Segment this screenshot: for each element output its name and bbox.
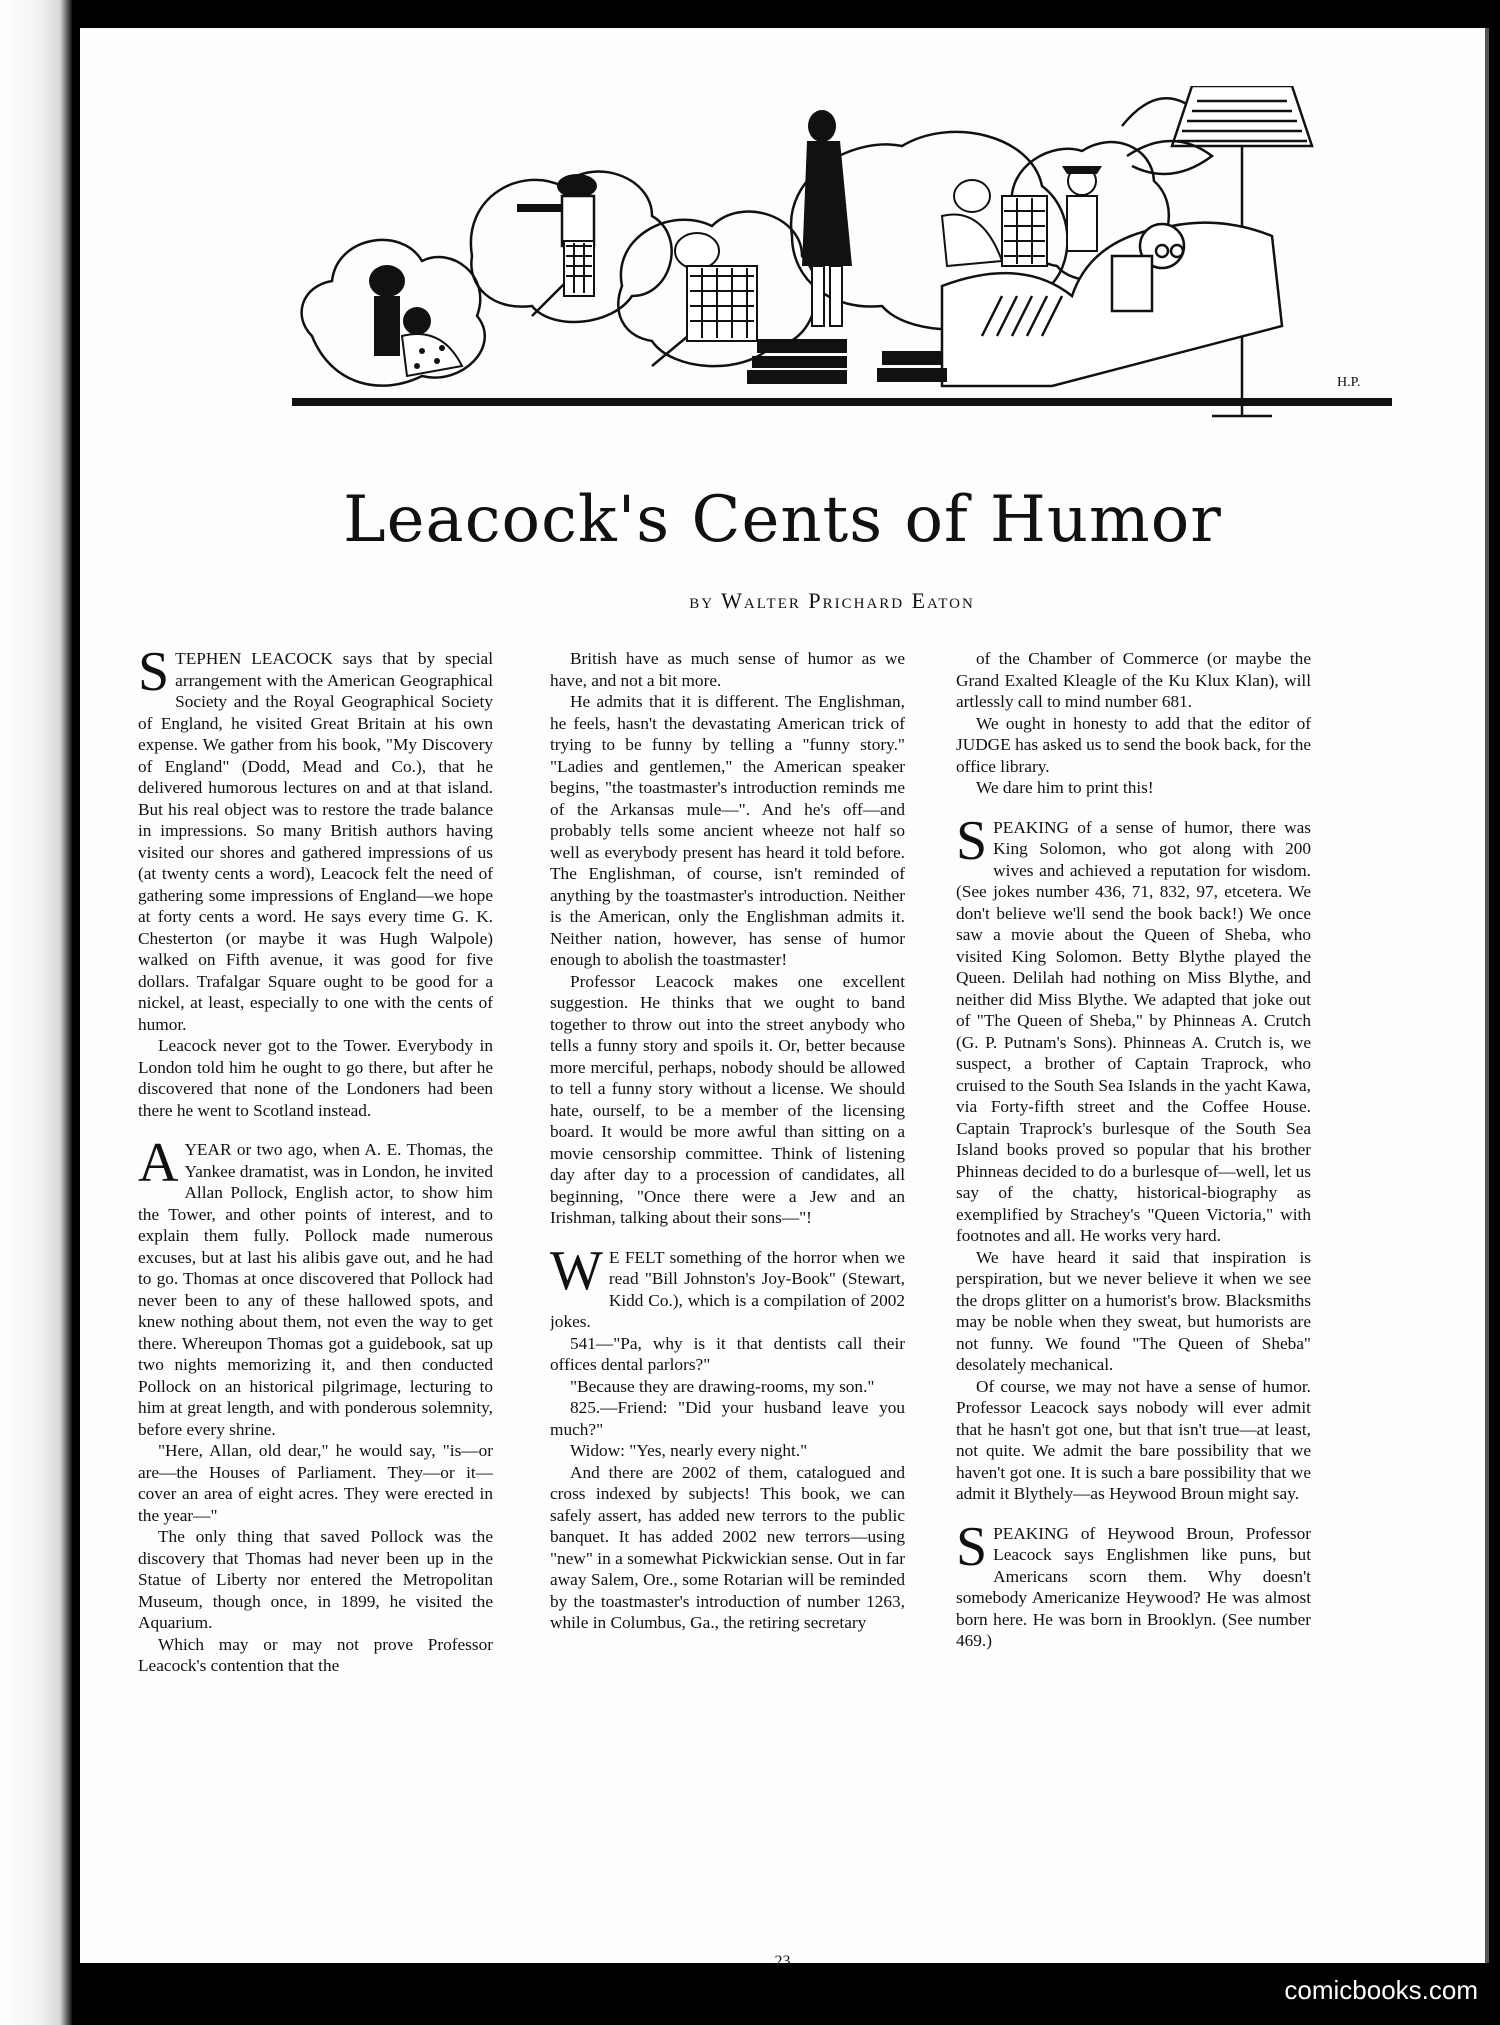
page-edge-shadow (1485, 28, 1489, 1963)
article-paragraph (138, 648, 493, 1035)
drop-cap: S (956, 809, 988, 872)
paragraph-text: 825.—Friend: "Did your husband leave you much?" (550, 1398, 905, 1439)
article-paragraph (956, 1376, 1311, 1505)
drop-cap: W (550, 1239, 603, 1302)
article-paragraph (956, 777, 1311, 799)
paragraph-text: "Because they are drawing-rooms, my son." (570, 1376, 875, 1396)
article-paragraph (550, 648, 905, 691)
paragraph-text: British have as much sense of humor as we have, and not a bit more. (550, 649, 905, 690)
article-paragraph (550, 1462, 905, 1634)
text-column-1 (138, 648, 493, 1898)
drop-cap: A (138, 1132, 179, 1194)
paragraph-text: PEAKING of Heywood Broun, Professor Leacock says Englishmen like puns, but Americans scorn them. Why doesn't somebody Americanize Heywood? He was almost born here. He was born in Brooklyn. (See number 469.) (956, 1523, 1311, 1650)
paragraph-text: We dare him to print this! (976, 778, 1154, 797)
paragraph-text: The only thing that saved Pollock was the discovery that Thomas had never been up in the Statue of Liberty nor entered the Metropolitan Museum, though once, in 1899, he visited the Aquarium. (138, 1527, 493, 1632)
article-paragraph (550, 1333, 905, 1376)
article-paragraph (550, 971, 905, 1229)
article-paragraph (138, 1526, 493, 1634)
paragraph-text: He admits that it is different. The Englishman, he feels, hasn't the devastating American trick of trying to be funny by telling a "funny story." "Ladies and gentlemen," the American speaker begins, "the toastmaster's introduction reminds me of the Arkansas mule—". And he's off—and probably tells some ancient wheeze not half so well as everybody present has heard it told before. The Englishman, of course, isn't reminded of anything by the toastmaster's introduction. Neither is the American, only the Englishman admits it. Neither nation, however, has sense of humor enough to abolish the toastmaster! (550, 692, 905, 969)
paragraph-text: Leacock never got to the Tower. Everybody in London told him he ought to go there, but after he discovered that none of the Londoners had been there he went to Scotland instead. (138, 1036, 493, 1120)
article-paragraph (550, 1376, 905, 1398)
article-paragraph (138, 1634, 493, 1677)
paragraph-text: Which may or may not prove Professor Leacock's contention that the (138, 1634, 493, 1675)
paragraph-text: PEAKING of a sense of humor, there was King Solomon, who got along with 200 wives and achieved a reputation for wisdom. (See jokes number 436, 71, 832, 97, etcetera. We don't believe we'll send the book back!) We once saw a movie about the Queen of Sheba, who visited King Solomon. Betty Blythe played the Queen. Delilah had nothing on Miss Blythe, and neither did Miss Blythe. We adapted that joke out of "The Queen of Sheba," by Phinneas A. Crutch (G. P. Putnam's Sons). Phinneas A. Crutch is, we suspect, a brother of Captain Traprock, who cruised to the South Sea Islands in the yacht Kawa, via Forty-fifth street and the Coffee House. Captain Traprock's burlesque of the South Sea Island books proved so popular that his brother Phinneas decided to do a burlesque of—well, let us say of the chatty, historical-biography as exemplified by Strachey's "Queen Victoria," with footnotes and all. He works very hard. (956, 817, 1311, 1245)
paragraph-text: Professor Leacock makes one excellent suggestion. He thinks that we ought to band together to throw out into the street anybody who tells a funny story and spoils it. Or, better because more merciful, perhaps, nobody should be allowed to tell a funny story without a license. We should hate, ourself, to be a member of the licensing board. It would be more awful than sitting on a movie censorship committee. Think of listening day after day to a procession of candidates, all beginning, "Once there were a Jew and an Irishman, talking about their sons—"! (550, 971, 905, 1227)
article-paragraph (956, 713, 1311, 778)
artist-signature: H.P. (1337, 375, 1361, 390)
source-watermark: comicbooks.com (1284, 1975, 1478, 2005)
text-column-2 (550, 648, 905, 1898)
article-title: Leacock's Cents of Humor (343, 483, 1222, 557)
text-column-3 (956, 648, 1311, 1898)
paragraph-text: "Here, Allan, old dear," he would say, "is—or are—the Houses of Parliament. They—or it—cover an area of eight acres. They were erected in the year—" (138, 1441, 493, 1525)
article-paragraph (138, 1035, 493, 1121)
adjacent-page-edge (0, 0, 72, 2025)
paragraph-text: And there are 2002 of them, catalogued and cross indexed by subjects! This book, we can safely assert, has added new terrors to the public banquet. It has added 2002 new terrors—using "new" in a somewhat Pickwickian sense. Out in far away Salem, Ore., some Rotarian will be reminded by the toastmaster's introduction of number 1263, while in Columbus, Ga., the retiring secretary (550, 1462, 905, 1632)
article-paragraph (550, 1239, 905, 1333)
article-paragraph (550, 1397, 905, 1440)
article-paragraph (550, 691, 905, 971)
paragraph-text: of the Chamber of Commerce (or maybe the Grand Exalted Kleagle of the Ku Klux Klan), will artlessly call to mind number 681. (956, 649, 1311, 711)
paragraph-text: We have heard it said that inspiration is perspiration, but we never believe it when we see the drops glitter on a humorist's brow. Blacksmiths may be noble when they sweat, but humorists are not funny. We found "The Queen of Sheba" desolately mechanical. (956, 1247, 1311, 1374)
page-number: 23 (774, 1953, 791, 1970)
paragraph-text: Of course, we may not have a sense of humor. Professor Leacock says nobody will ever admit that he hasn't got one, but that isn't true—at least, not quite. We admit the bare possibility that we haven't got one. It is such a bare possibility that we admit it Blythely—as Heywood Broun might say. (956, 1376, 1311, 1503)
article-paragraph (956, 1515, 1311, 1652)
paragraph-text: TEPHEN LEACOCK says that by special arrangement with the American Geographical Society and the Royal Geographical Society of England, he visited Great Britain at his own expense. We gather from his book, "My Discovery of England" (Dodd, Mead and Co.), that he delivered humorous lectures on and at that island. But his real object was to restore the trade balance in impressions. So many British authors having visited our shores and gathered impressions of us (at twenty cents a word), Leacock felt the need of gathering some impressions of England—we hope at forty cents a word. He says every time G. K. Chesterton (or maybe it was Hugh Walpole) walked on Fifth avenue, it was good for five dollars. Trafalgar Square ought to be good for a nickel, at least, especially to one with the cents of humor. (138, 649, 493, 1034)
magazine-page (80, 28, 1485, 1970)
article-paragraph (138, 1132, 493, 1440)
article-paragraph (138, 1440, 493, 1526)
header-illustration (292, 86, 1392, 429)
article-paragraph (956, 809, 1311, 1247)
article-paragraph (956, 1247, 1311, 1376)
paragraph-text: 541—"Pa, why is it that dentists call their offices dental parlors?" (550, 1333, 905, 1374)
paragraph-text: YEAR or two ago, when A. E. Thomas, the Yankee dramatist, was in London, he invited Allan Pollock, English actor, to show him the Tower, and other points of interest, and to explain them fully. Pollock made numerous excuses, but at last his alibis gave out, and he had to go. Thomas at once discovered that Pollock had never been to any of these hallowed spots, and knew nothing about them, not even the way to get there. Whereupon Thomas got a guidebook, sat up two nights memorizing it, and then conducted Pollock on an historical pilgrimage, lecturing to him at great length, and with ponderous solemnity, before every shrine. (138, 1140, 493, 1439)
article-paragraph (550, 1440, 905, 1462)
drop-cap: S (956, 1515, 988, 1578)
drop-cap: S (138, 648, 170, 703)
paragraph-text: We ought in honesty to add that the editor of JUDGE has asked us to send the book back, for the office library. (956, 713, 1311, 776)
paragraph-text: E FELT something of the horror when we read "Bill Johnston's Joy-Book" (Stewart, Kidd Co.), which is a compilation of 2002 jokes. (550, 1247, 905, 1331)
paragraph-text: Widow: "Yes, nearly every night." (570, 1441, 808, 1460)
article-byline: by Walter Prichard Eaton (689, 588, 975, 613)
article-paragraph (956, 648, 1311, 713)
